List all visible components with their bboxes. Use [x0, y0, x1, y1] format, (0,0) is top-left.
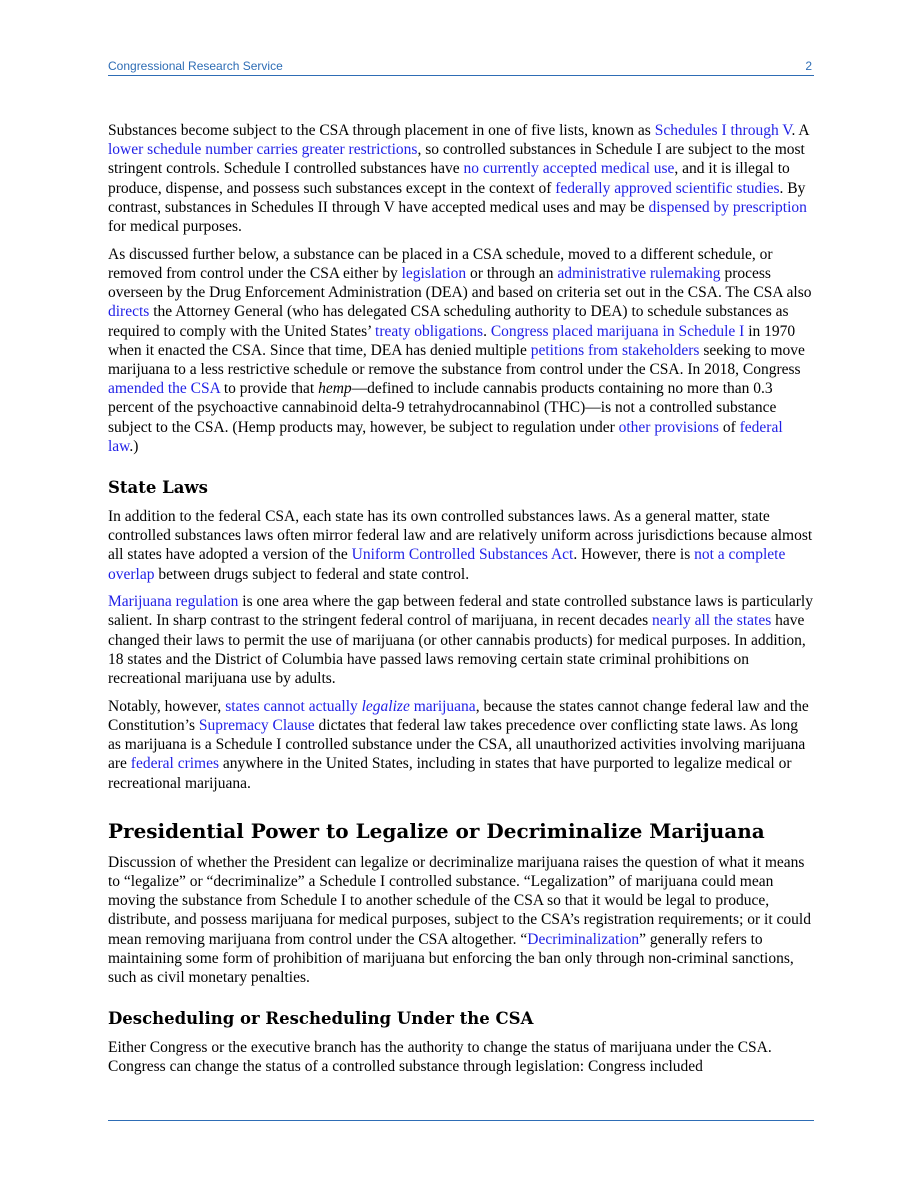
text: is one area where the gap between federal and state controlled substance laws is particularly salient. In sharp contrast to the stringent federal control of marijuana, in recent decades [108, 593, 813, 630]
text: Either Congress or the executive branch has the authority to change the status of marijuana under the CSA. Congress can change the status of a controlled substance through legislation: Congress included [108, 1039, 772, 1076]
text: dictates that federal law takes precedence over conflicting state laws. As long as marijuana is a Schedule I controlled substance under the CSA, all unauthorized activities involving marijuana are [108, 716, 806, 773]
link-no-accepted-medical-use[interactable]: no currently accepted medical use [463, 160, 675, 178]
link-other-provisions[interactable]: other provisions [618, 418, 719, 436]
heading-descheduling: Descheduling or Rescheduling Under the CSA [108, 1009, 534, 1029]
link-lower-schedule[interactable]: lower schedule number carries greater restrictions [108, 141, 418, 159]
text: seeking to move marijuana to a less restrictive schedule or remove the substance from control under the CSA. In 2018, Congress [108, 341, 805, 378]
text: In addition to the federal CSA, each state has its own controlled substances laws. As a general matter, state controlled substances laws often mirror federal law and are relatively uniform across jurisdictions because almost all states have adopted a version of the [108, 507, 813, 564]
paragraph-marijuana-regulation [108, 592, 814, 688]
footer-divider [108, 1120, 814, 1121]
text: between drugs subject to federal and state control. [154, 565, 470, 583]
paragraph-state-laws [108, 507, 814, 584]
paragraph-authority [108, 1038, 814, 1076]
text: anywhere in the United States, including in states that have purported to legalize medical or recreational marijuana. [108, 755, 792, 792]
text: or through an [466, 264, 558, 282]
text: . [483, 322, 491, 340]
link-decriminalization[interactable]: Decriminalization [527, 930, 640, 948]
document-body [108, 121, 814, 1085]
text: . However, there is [573, 546, 695, 564]
italic-term-hemp: hemp [318, 380, 352, 398]
link-text-italic: legalize [361, 697, 410, 715]
heading-state-laws: State Laws [108, 477, 208, 497]
link-dispensed-by-prescription[interactable]: dispensed by prescription [648, 198, 807, 216]
link-states-cannot-legalize[interactable] [225, 698, 476, 715]
link-marijuana-regulation[interactable]: Marijuana regulation [108, 593, 239, 611]
link-schedules[interactable]: Schedules I through V [654, 122, 792, 139]
paragraph-legalize-decriminalize [108, 853, 814, 987]
link-supremacy-clause[interactable]: Supremacy Clause [198, 716, 315, 734]
link-administrative-rulemaking[interactable]: administrative rulemaking [557, 264, 721, 282]
text: —defined to include cannabis products containing no more than 0.3 percent of the psychoactive cannabinoid delta-9 tetrahydrocannabinol (THC)—is not a controlled substance subject to the CSA. (Hemp products may, however, be subject to regulation under [108, 380, 777, 436]
link-treaty-obligations[interactable]: treaty obligations [375, 322, 484, 340]
text: . A [791, 122, 809, 139]
text: for medical purposes. [108, 218, 242, 236]
header-publisher: Congressional Research Service [108, 59, 283, 73]
text: Substances become subject to the CSA through placement in one of five lists, known as [108, 122, 655, 139]
text: process overseen by the Drug Enforcement Administration (DEA) and based on criteria set out in the CSA. The CSA also [108, 264, 812, 302]
page-number: 2 [805, 59, 812, 73]
link-congress-placed-marijuana[interactable]: Congress placed marijuana in Schedule I [490, 322, 745, 340]
text: .) [129, 437, 139, 455]
page-header [108, 59, 814, 76]
link-petitions-from-stakeholders[interactable]: petitions from stakeholders [530, 341, 700, 359]
text: , because the states cannot change federal law and the Constitution’s [108, 697, 809, 734]
text: in 1970 when it enacted the CSA. Since that time, DEA has denied multiple [108, 322, 796, 359]
link-uniform-csa[interactable]: Uniform Controlled Substances Act [351, 546, 574, 564]
text: . By contrast, substances in Schedules II through V have accepted medical uses and may be [108, 179, 806, 216]
text: , and it is illegal to produce, dispense, and possess such substances except in the context of [108, 160, 790, 197]
link-nearly-all-states[interactable]: nearly all the states [652, 612, 772, 630]
text: the Attorney General (who has delegated CSA scheduling authority to DEA) to schedule substances as required to comply with the United States’ [108, 303, 789, 340]
text: have changed their laws to permit the use of marijuana (or other cannabis products) for medical purposes. In addition, 18 states and the District of Columbia have passed laws removing certain state criminal prohibitions on recreational marijuana use by adults. [108, 612, 806, 688]
link-scientific-studies[interactable]: federally approved scientific studies [555, 179, 780, 197]
text: Discussion of whether the President can legalize or decriminalize marijuana raises the question of what it means to “legalize” or “decriminalize” a Schedule I controlled substance. “Legalization” of marijuana could mean moving the substance from Schedule I to another schedule of the CSA so that it would be legal to produce, distribute, and possess marijuana for medical purposes, subject to the CSA’s registration requirements; or it could mean removing marijuana from control under the CSA altogether. “ [108, 853, 811, 948]
link-directs[interactable]: directs [108, 303, 150, 321]
paragraph-schedules [108, 121, 814, 236]
paragraph-scheduling-process [108, 245, 814, 456]
text: , so controlled substances in Schedule I are subject to the most stringent controls. Schedule I controlled substances have [108, 141, 805, 178]
text: As discussed further below, a substance can be placed in a CSA schedule, moved to a different schedule, or removed from control under the CSA either by [108, 245, 773, 282]
link-federal-law[interactable]: federal law [108, 418, 783, 455]
link-amended-the-csa[interactable]: amended the CSA [108, 380, 220, 398]
link-federal-crimes[interactable]: federal crimes [130, 755, 220, 773]
link-text: marijuana [409, 697, 476, 715]
link-not-complete-overlap[interactable]: not a complete overlap [108, 546, 786, 583]
text: ” generally refers to maintaining some form of prohibition of marijuana but enforcing the ban only through non-criminal sanctions, such as civil monetary penalties. [108, 930, 794, 987]
text: Notably, however, [108, 697, 226, 715]
heading-presidential-power: Presidential Power to Legalize or Decriminalize Marijuana [108, 818, 765, 843]
text: to provide that [219, 380, 319, 398]
paragraph-supremacy [108, 697, 814, 793]
link-text: states cannot actually [225, 697, 362, 715]
link-legislation[interactable]: legislation [401, 264, 467, 282]
text: of [718, 418, 740, 436]
